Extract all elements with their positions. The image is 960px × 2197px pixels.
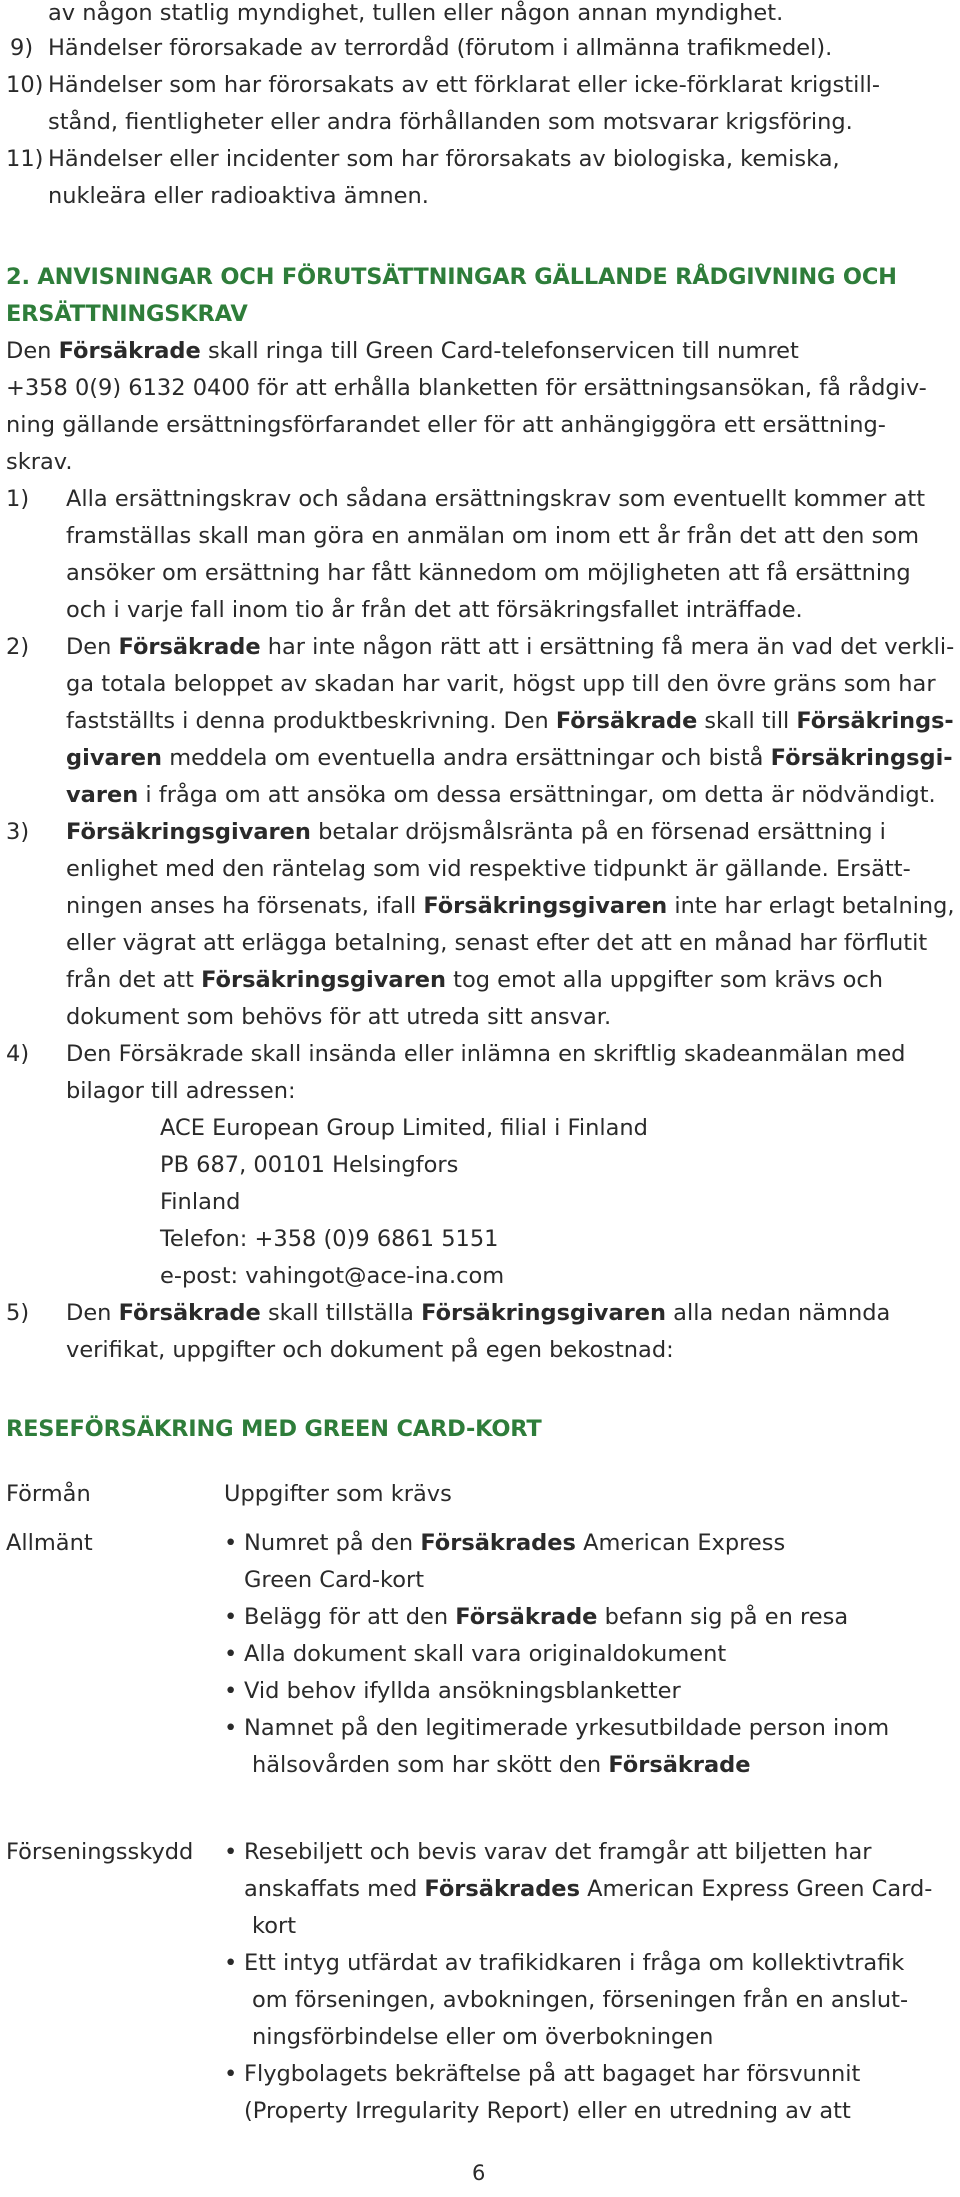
benefit-label: Allmänt xyxy=(6,1530,93,1556)
bullet-icon: • xyxy=(224,1950,238,1976)
text-line: av någon statlig myndighet, tullen eller någon annan myndighet. xyxy=(48,0,784,26)
text-line: Händelser förorsakade av terrordåd (förutom i allmänna trafikmedel). xyxy=(48,35,833,61)
list-item: Flygbolagets bekräftelse på att bagaget har försvunnit xyxy=(244,2061,861,2087)
list-number: 1) xyxy=(6,486,30,512)
column-header-benefit: Förmån xyxy=(6,1481,91,1507)
list-item: (Property Irregularity Report) eller en utredning av att xyxy=(244,2098,851,2124)
list-item: Namnet på den legitimerade yrkesutbildade person inom xyxy=(244,1715,890,1741)
list-number: 11) xyxy=(6,146,44,172)
list-item: anskaffats med Försäkrades American Express Green Card- xyxy=(244,1876,933,1902)
list-number: 5) xyxy=(6,1300,30,1326)
text-line: givaren meddela om eventuella andra ersättningar och bistå Försäkringsgi- xyxy=(66,745,953,771)
text-line: ningen anses ha försenats, ifall Försäkringsgivaren inte har erlagt betalning, xyxy=(66,893,955,919)
text-line: Händelser eller incidenter som har förorsakats av biologiska, kemiska, xyxy=(48,146,840,172)
list-number: 4) xyxy=(6,1041,30,1067)
text-line: bilagor till adressen: xyxy=(66,1078,296,1104)
text-line: Händelser som har förorsakats av ett förklarat eller icke-förklarat krigstill- xyxy=(48,72,880,98)
list-item: Green Card-kort xyxy=(244,1567,425,1593)
list-number: 9) xyxy=(10,35,34,61)
list-item: Ett intyg utfärdat av trafikidkaren i fråga om kollektivtrafik xyxy=(244,1950,905,1976)
text-line: enlighet med den räntelag som vid respektive tidpunkt är gällande. Ersätt- xyxy=(66,856,911,882)
email-address: e-post: vahingot@ace-ina.com xyxy=(160,1263,505,1289)
text-line: fastställts i denna produktbeskrivning. Den Försäkrade skall till Försäkrings- xyxy=(66,708,954,734)
bullet-icon: • xyxy=(224,1715,238,1741)
text-line: ansöker om ersättning har fått kännedom om möjligheten att få ersättning xyxy=(66,560,911,586)
list-number: 10) xyxy=(6,72,44,98)
column-header-details: Uppgifter som krävs xyxy=(224,1481,452,1507)
list-item: Vid behov ifyllda ansökningsblanketter xyxy=(244,1678,681,1704)
text-line: Den Försäkrade har inte någon rätt att i ersättning få mera än vad det verkli- xyxy=(66,634,955,660)
list-item: Numret på den Försäkrades American Express xyxy=(244,1530,786,1556)
bullet-icon: • xyxy=(224,1678,238,1704)
benefit-label: Förseningsskydd xyxy=(6,1839,194,1865)
text-line: Alla ersättningskrav och sådana ersättningskrav som eventuellt kommer att xyxy=(66,486,926,512)
bullet-icon: • xyxy=(224,1839,238,1865)
text-line: Den Försäkrade skall tillställa Försäkringsgivaren alla nedan nämnda xyxy=(66,1300,891,1326)
text-line: varen i fråga om att ansöka om dessa ersättningar, om detta är nödvändigt. xyxy=(66,782,936,808)
text-line: framställas skall man göra en anmälan om inom ett år från det att den som xyxy=(66,523,920,549)
text-line: dokument som behövs för att utreda sitt ansvar. xyxy=(66,1004,612,1030)
bullet-icon: • xyxy=(224,1530,238,1556)
address-line: ACE European Group Limited, filial i Finland xyxy=(160,1115,648,1141)
paragraph-line: skrav. xyxy=(6,449,73,475)
list-number: 3) xyxy=(6,819,30,845)
section-heading: RESEFÖRSÄKRING MED GREEN CARD-KORT xyxy=(6,1416,542,1442)
list-item: Belägg för att den Försäkrade befann sig på en resa xyxy=(244,1604,849,1630)
text-line: Försäkringsgivaren betalar dröjsmålsränta på en försenad ersättning i xyxy=(66,819,886,845)
address-line: PB 687, 00101 Helsingfors xyxy=(160,1152,459,1178)
bullet-icon: • xyxy=(224,1641,238,1667)
section-heading: 2. ANVISNINGAR OCH FÖRUTSÄTTNINGAR GÄLLANDE RÅDGIVNING OCH xyxy=(6,264,897,290)
address-line: Telefon: +358 (0)9 6861 5151 xyxy=(160,1226,499,1252)
address-line: Finland xyxy=(160,1189,241,1215)
text-line: verifikat, uppgifter och dokument på egen bekostnad: xyxy=(66,1337,674,1363)
bullet-icon: • xyxy=(224,2061,238,2087)
paragraph-line: +358 0(9) 6132 0400 för att erhålla blanketten för ersättningsansökan, få rådgiv- xyxy=(6,375,927,401)
paragraph-line: ning gällande ersättningsförfarandet eller för att anhängiggöra ett ersättning- xyxy=(6,412,886,438)
text-line: Den Försäkrade skall insända eller inlämna en skriftlig skadeanmälan med xyxy=(66,1041,906,1067)
text-line: och i varje fall inom tio år från det att försäkringsfallet inträffade. xyxy=(66,597,803,623)
list-number: 2) xyxy=(6,634,30,660)
list-item: hälsovården som har skött den Försäkrade xyxy=(252,1752,751,1778)
text-line: från det att Försäkringsgivaren tog emot alla uppgifter som krävs och xyxy=(66,967,884,993)
list-item: Alla dokument skall vara originaldokument xyxy=(244,1641,727,1667)
bullet-icon: • xyxy=(224,1604,238,1630)
text-line: eller vägrat att erlägga betalning, senast efter det att en månad har förflutit xyxy=(66,930,928,956)
list-item: om förseningen, avbokningen, förseningen från en anslut- xyxy=(252,1987,909,2013)
list-item: Resebiljett och bevis varav det framgår att biljetten har xyxy=(244,1839,872,1865)
paragraph-line: Den Försäkrade skall ringa till Green Card-telefonservicen till numret xyxy=(6,338,799,364)
text-line: ga totala beloppet av skadan har varit, högst upp till den övre gräns som har xyxy=(66,671,936,697)
text-line: stånd, fientligheter eller andra förhållanden som motsvarar krigsföring. xyxy=(48,109,853,135)
text-line: nukleära eller radioaktiva ämnen. xyxy=(48,183,429,209)
section-heading: ERSÄTTNINGSKRAV xyxy=(6,301,248,327)
page-number: 6 xyxy=(472,2161,486,2185)
list-item: ningsförbindelse eller om överbokningen xyxy=(252,2024,714,2050)
list-item: kort xyxy=(252,1913,297,1939)
